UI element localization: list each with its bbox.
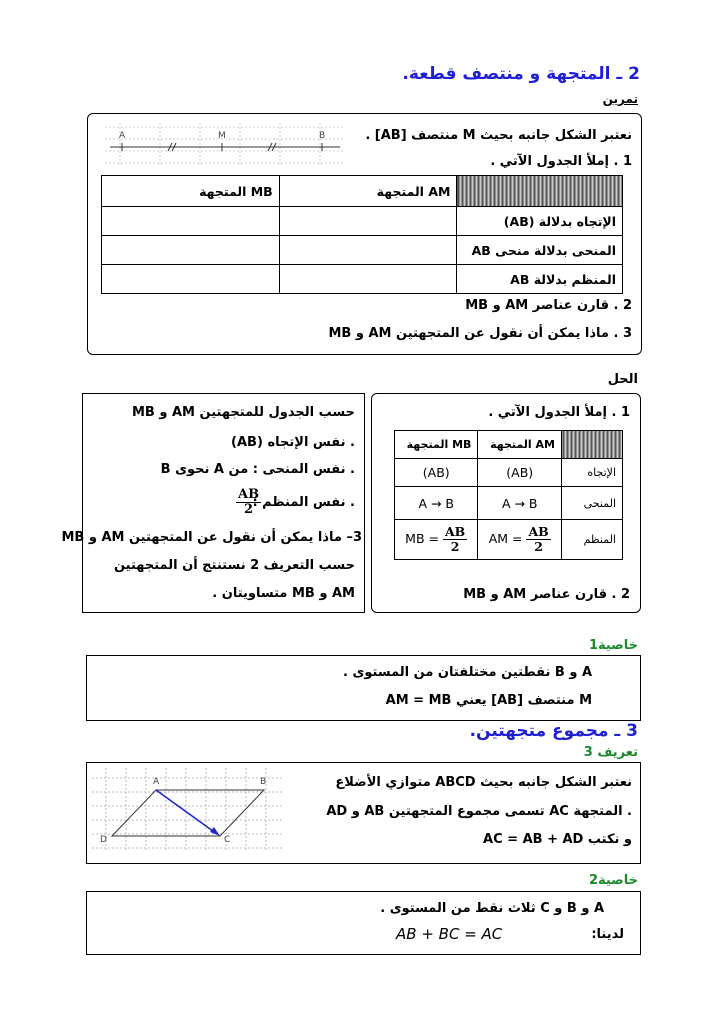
exercise-q2: 2 . قارن عناصر AM و MB	[465, 298, 632, 313]
definition3-l2: . المتجهة AC تسمى مجموع المتجهتين AB و AD	[326, 804, 632, 819]
property2-formula: AB + BC = AC	[396, 925, 503, 943]
cell-empty	[102, 236, 280, 265]
sol-text-l5: 3– ماذا يمكن أن نقول عن المتجهتين AM و MB	[61, 530, 362, 545]
fraction-denominator: 2	[534, 539, 543, 554]
parallelogram-figure	[92, 768, 282, 850]
sol-text-l3: . نفس المنحى : من A نحوى B	[160, 462, 355, 477]
exercise-intro: نعتبر الشكل جانبه بحيث M منتصف [AB] .	[365, 128, 632, 143]
property2-l2-label: لدينا:	[591, 927, 624, 942]
cell-empty	[102, 265, 280, 294]
arrow-head-icon	[210, 827, 220, 836]
solution-label: الحل	[607, 372, 638, 387]
point-label-a: A	[119, 131, 126, 141]
sol-norm-mb	[395, 520, 478, 560]
sol-text-l6: حسب التعريف 2 نستنتج أن المتجهتين	[113, 558, 355, 573]
point-label-c: C	[224, 835, 231, 845]
solution-table	[394, 430, 623, 560]
property2-label: خاصية2	[588, 873, 638, 888]
row-sense: المنحى بدلالة منحى AB	[457, 236, 623, 265]
norm-mb-label: MB =	[405, 531, 439, 546]
sol-sense-mb: A → B	[395, 487, 478, 520]
sol-row-direction: الإتجاه	[562, 459, 623, 487]
sol-text-l4: . نفس المنظم :	[252, 495, 355, 510]
definition3-label: تعريف 3	[583, 745, 638, 760]
property1-l2: M منتصف [AB] يعني AM = MB	[385, 693, 592, 708]
sol-table-corner	[562, 431, 623, 459]
sol-direction-mb: (AB)	[395, 459, 478, 487]
point-label-b: B	[319, 131, 326, 141]
property1-label: خاصية1	[588, 638, 638, 653]
exercise-table	[101, 175, 623, 294]
header-am: المتجهة AM	[279, 176, 457, 207]
definition3-l1: نعتبر الشكل جانبه بحيث ABCD متوازي الأضلاع	[335, 775, 632, 790]
section3-title: 3 ـ مجموع متجهتين.	[469, 721, 638, 741]
sol-text-l7: AM و MB متساويتان .	[212, 586, 355, 601]
fraction-numerator: AB	[238, 487, 260, 502]
solution-q1: 1 . إملأ الجدول الآتي .	[488, 405, 630, 420]
fraction	[526, 525, 550, 554]
point-label-d: D	[100, 835, 107, 845]
solution-q2: 2 . قارن عناصر AM و MB	[463, 587, 630, 602]
sol-header-mb: المتجهة MB	[395, 431, 478, 459]
cell-empty	[102, 207, 280, 236]
exercise-label: تمرين	[602, 92, 638, 106]
cell-empty	[279, 207, 457, 236]
sol-row-sense: المنحى	[562, 487, 623, 520]
fraction	[443, 525, 467, 554]
point-label-b: B	[260, 777, 267, 787]
section2-title: 2 ـ المتجهة و منتصف قطعة.	[402, 64, 640, 84]
fraction-denominator: 2	[244, 502, 254, 517]
fraction-numerator: AB	[444, 524, 466, 539]
exercise-q3: 3 . ماذا يمكن أن نقول عن المتجهتين AM و MB	[328, 326, 632, 341]
row-direction: الإتجاه بدلالة (AB)	[457, 207, 623, 236]
header-mb: المتجهة MB	[102, 176, 280, 207]
property1-l1: A و B نقطتين مختلفتان من المستوى .	[343, 665, 592, 680]
sol-text-fraction	[236, 488, 261, 517]
segment-figure	[100, 123, 350, 169]
sol-header-am: المتجهة AM	[478, 431, 562, 459]
sol-direction-am: (AB)	[478, 459, 562, 487]
sol-text-l1: حسب الجدول للمتجهتين AM و MB	[132, 405, 355, 420]
fraction-denominator: 2	[450, 539, 460, 554]
point-label-m: M	[218, 131, 226, 141]
sol-row-norm: المنظم	[562, 520, 623, 560]
definition3-l3: و نكتب AC = AB + AD	[483, 832, 632, 847]
cell-empty	[279, 265, 457, 294]
fraction-numerator: AB	[528, 524, 549, 539]
property2-l1: A و B و C ثلاث نقط من المستوى .	[380, 901, 604, 916]
exercise-q1: 1 . إملأ الجدول الآتي .	[490, 154, 632, 169]
cell-empty	[279, 236, 457, 265]
point-label-a: A	[153, 777, 160, 787]
norm-am-label: AM =	[488, 531, 523, 546]
sol-sense-am: A → B	[478, 487, 562, 520]
table-corner	[457, 176, 623, 207]
sol-text-l2: . نفس الإتجاه (AB)	[231, 435, 355, 450]
row-norm: المنظم بدلالة AB	[457, 265, 623, 294]
sol-norm-am	[478, 520, 562, 560]
